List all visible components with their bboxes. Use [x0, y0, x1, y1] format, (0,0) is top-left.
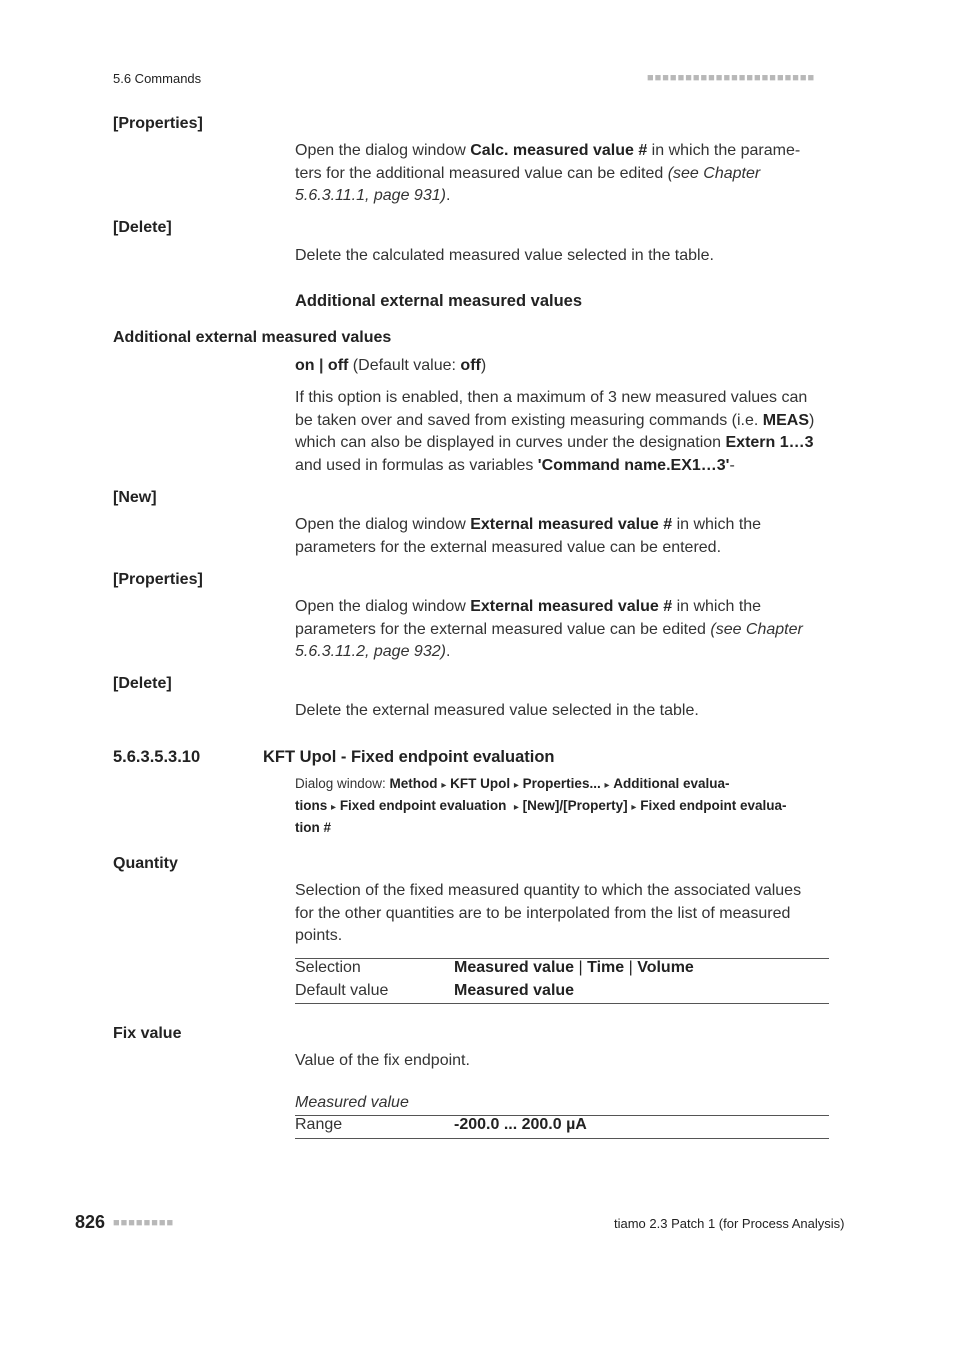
additional-external-description: If this option is enabled, then a maximum of 3 new measured values can be taken over and saved from existing measuring commands (i.e. MEAS) which can also be displayed in curves under the designation Extern 1…3 and used in formulas as variables 'Command name.EX1…3'- [295, 389, 815, 475]
delete-description: Delete the calculated measured value selected in the table. [295, 247, 714, 264]
table-rule-bottom [295, 1003, 829, 1004]
subsection-heading: Additional external measured values [295, 292, 583, 310]
range-row: Range -200.0 ... 200.0 µA [295, 1116, 587, 1133]
new-description: Open the dialog window External measured value # in which the parameters for the external measured value can be entered. [295, 516, 762, 556]
arrow-icon: ▸ [513, 802, 519, 813]
option-values: on | off (Default value: off) [295, 357, 487, 374]
selection-row: Selection Measured value | Time | Volume [295, 959, 694, 976]
product-name: tiamo 2.3 Patch 1 (for Process Analysis) [614, 1216, 845, 1231]
arrow-icon: ▸ [331, 802, 337, 813]
delete-2-description: Delete the external measured value selected in the table. [295, 702, 699, 719]
section-number: 5.6.3.5.3.10 [113, 748, 201, 766]
term-delete-2: [Delete] [113, 675, 172, 692]
header-dots: ■■■■■■■■■■■■■■■■■■■■■■ [647, 72, 816, 84]
properties-description: Open the dialog window Calc. measured value # in which the parame- ters for the additional measured value can be edited (see Chapter 5.6.3.11.1, page 931). [295, 142, 801, 205]
arrow-icon: ▸ [513, 780, 519, 791]
arrow-icon: ▸ [631, 802, 637, 813]
range-caption: Measured value [295, 1094, 409, 1111]
fix-value-description: Value of the fix endpoint. [295, 1052, 470, 1069]
term-fix-value: Fix value [113, 1025, 182, 1042]
arrow-icon: ▸ [441, 780, 447, 791]
dialog-path: Dialog window: Method ▸ KFT Upol ▸ Properties... ▸ Additional evalua- tions ▸ Fixed endpoint evaluation ▸ [New]/[Property] ▸ Fixed endpoint evalua- tion # [295, 776, 787, 835]
section-title: KFT Upol - Fixed endpoint evaluation [263, 748, 555, 766]
term-properties: [Properties] [113, 115, 203, 132]
range-rule-bottom [295, 1138, 829, 1139]
properties-2-description: Open the dialog window External measured value # in which the parameters for the external measured value can be edited (see Chapter 5.6.3.11.2, page 932). [295, 598, 803, 661]
quantity-description: Selection of the fixed measured quantity to which the associated values for the other quantities are to be interpolated from the list of measured points. [295, 882, 802, 945]
page-number: 826 [75, 1212, 106, 1232]
running-header-section: 5.6 Commands [113, 71, 202, 86]
term-delete: [Delete] [113, 219, 172, 236]
footer-dots: ■■■■■■■■ [113, 1217, 175, 1229]
term-properties-2: [Properties] [113, 571, 203, 588]
default-value-row: Default value Measured value [295, 982, 575, 999]
term-quantity: Quantity [113, 855, 178, 872]
term-new: [New] [113, 489, 157, 506]
term-additional-external: Additional external measured values [113, 329, 392, 346]
arrow-icon: ▸ [604, 780, 610, 791]
